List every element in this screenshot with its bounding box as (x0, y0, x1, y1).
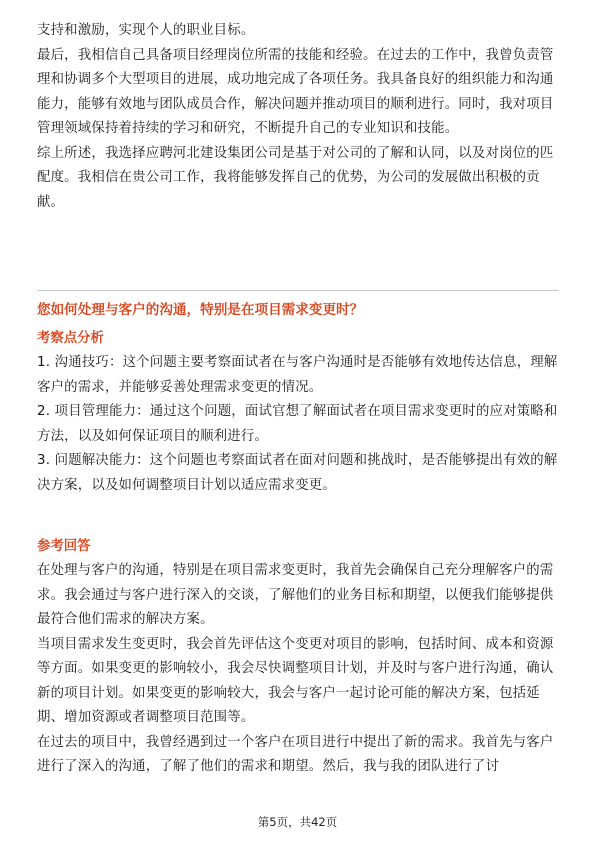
analysis-item: 3. 问题解决能力：这个问题也考察面试者在面对问题和挑战时，是否能够提出有效的解决方案，以及如何调整项目计划以适应需求变更。 (37, 453, 558, 493)
page-number: 第5页，共42页 (257, 815, 338, 829)
analysis-item: 1. 沟通技巧：这个问题主要考察面试者在与客户沟通时是否能够有效地传达信息，理解客户的需求，并能够妥善处理需求变更的情况。 (37, 355, 558, 395)
analysis-heading: 考察点分析 (37, 331, 104, 346)
intro-paragraph-1: 支持和激励，实现个人的职业目标。 (37, 23, 255, 38)
answer-paragraph: 在处理与客户的沟通，特别是在项目需求变更时，我首先会确保自己充分理解客户的需求。我会通过与客户进行深入的交谈，了解他们的业务目标和期望，以便我们能够提供最符合他们需求的解决方案。 (37, 563, 554, 627)
answer-section (37, 535, 559, 780)
answer-paragraph: 在过去的项目中，我曾经遇到过一个客户在项目进行中提出了新的需求。我首先与客户进行了深入的沟通，了解了他们的需求和期望。然后，我与我的团队进行了讨 (37, 734, 554, 774)
analysis-section (37, 327, 559, 498)
analysis-item: 2. 项目管理能力：通过这个问题，面试官想了解面试者在项目需求变更时的应对策略和方法，以及如何保证项目的顺利进行。 (37, 404, 558, 444)
interview-question: 您如何处理与客户的沟通，特别是在项目需求变更时？ (37, 302, 364, 318)
answer-paragraph: 当项目需求发生变更时，我会首先评估这个变更对项目的影响，包括时间、成本和资源等方面。如果变更的影响较小，我会尽快调整项目计划，并及时与客户进行沟通，确认新的项目计划。如果变更的影响较大，我会与客户一起讨论可能的解决方案，包括延期、增加资源或者调整项目范围等。 (37, 636, 554, 725)
section-divider (37, 290, 559, 291)
intro-section (37, 19, 559, 215)
intro-paragraph-3: 综上所述，我选择应聘河北建设集团公司是基于对公司的了解和认同，以及对岗位的匹配度。我相信在贵公司工作，我将能够发挥自己的优势，为公司的发展做出积极的贡献。 (37, 145, 554, 210)
intro-paragraph-2: 最后，我相信自己具备项目经理岗位所需的技能和经验。在过去的工作中，我曾负责管理和协调多个大型项目的进展，成功地完成了各项任务。我具备良好的组织能力和沟通能力，能够有效地与团队成员合作，解决问题并推动项目的顺利进行。同时，我对项目管理领域保持着持续的学习和研究，不断提升自己的专业知识和技能。 (37, 47, 554, 136)
answer-heading: 参考回答 (37, 539, 91, 554)
